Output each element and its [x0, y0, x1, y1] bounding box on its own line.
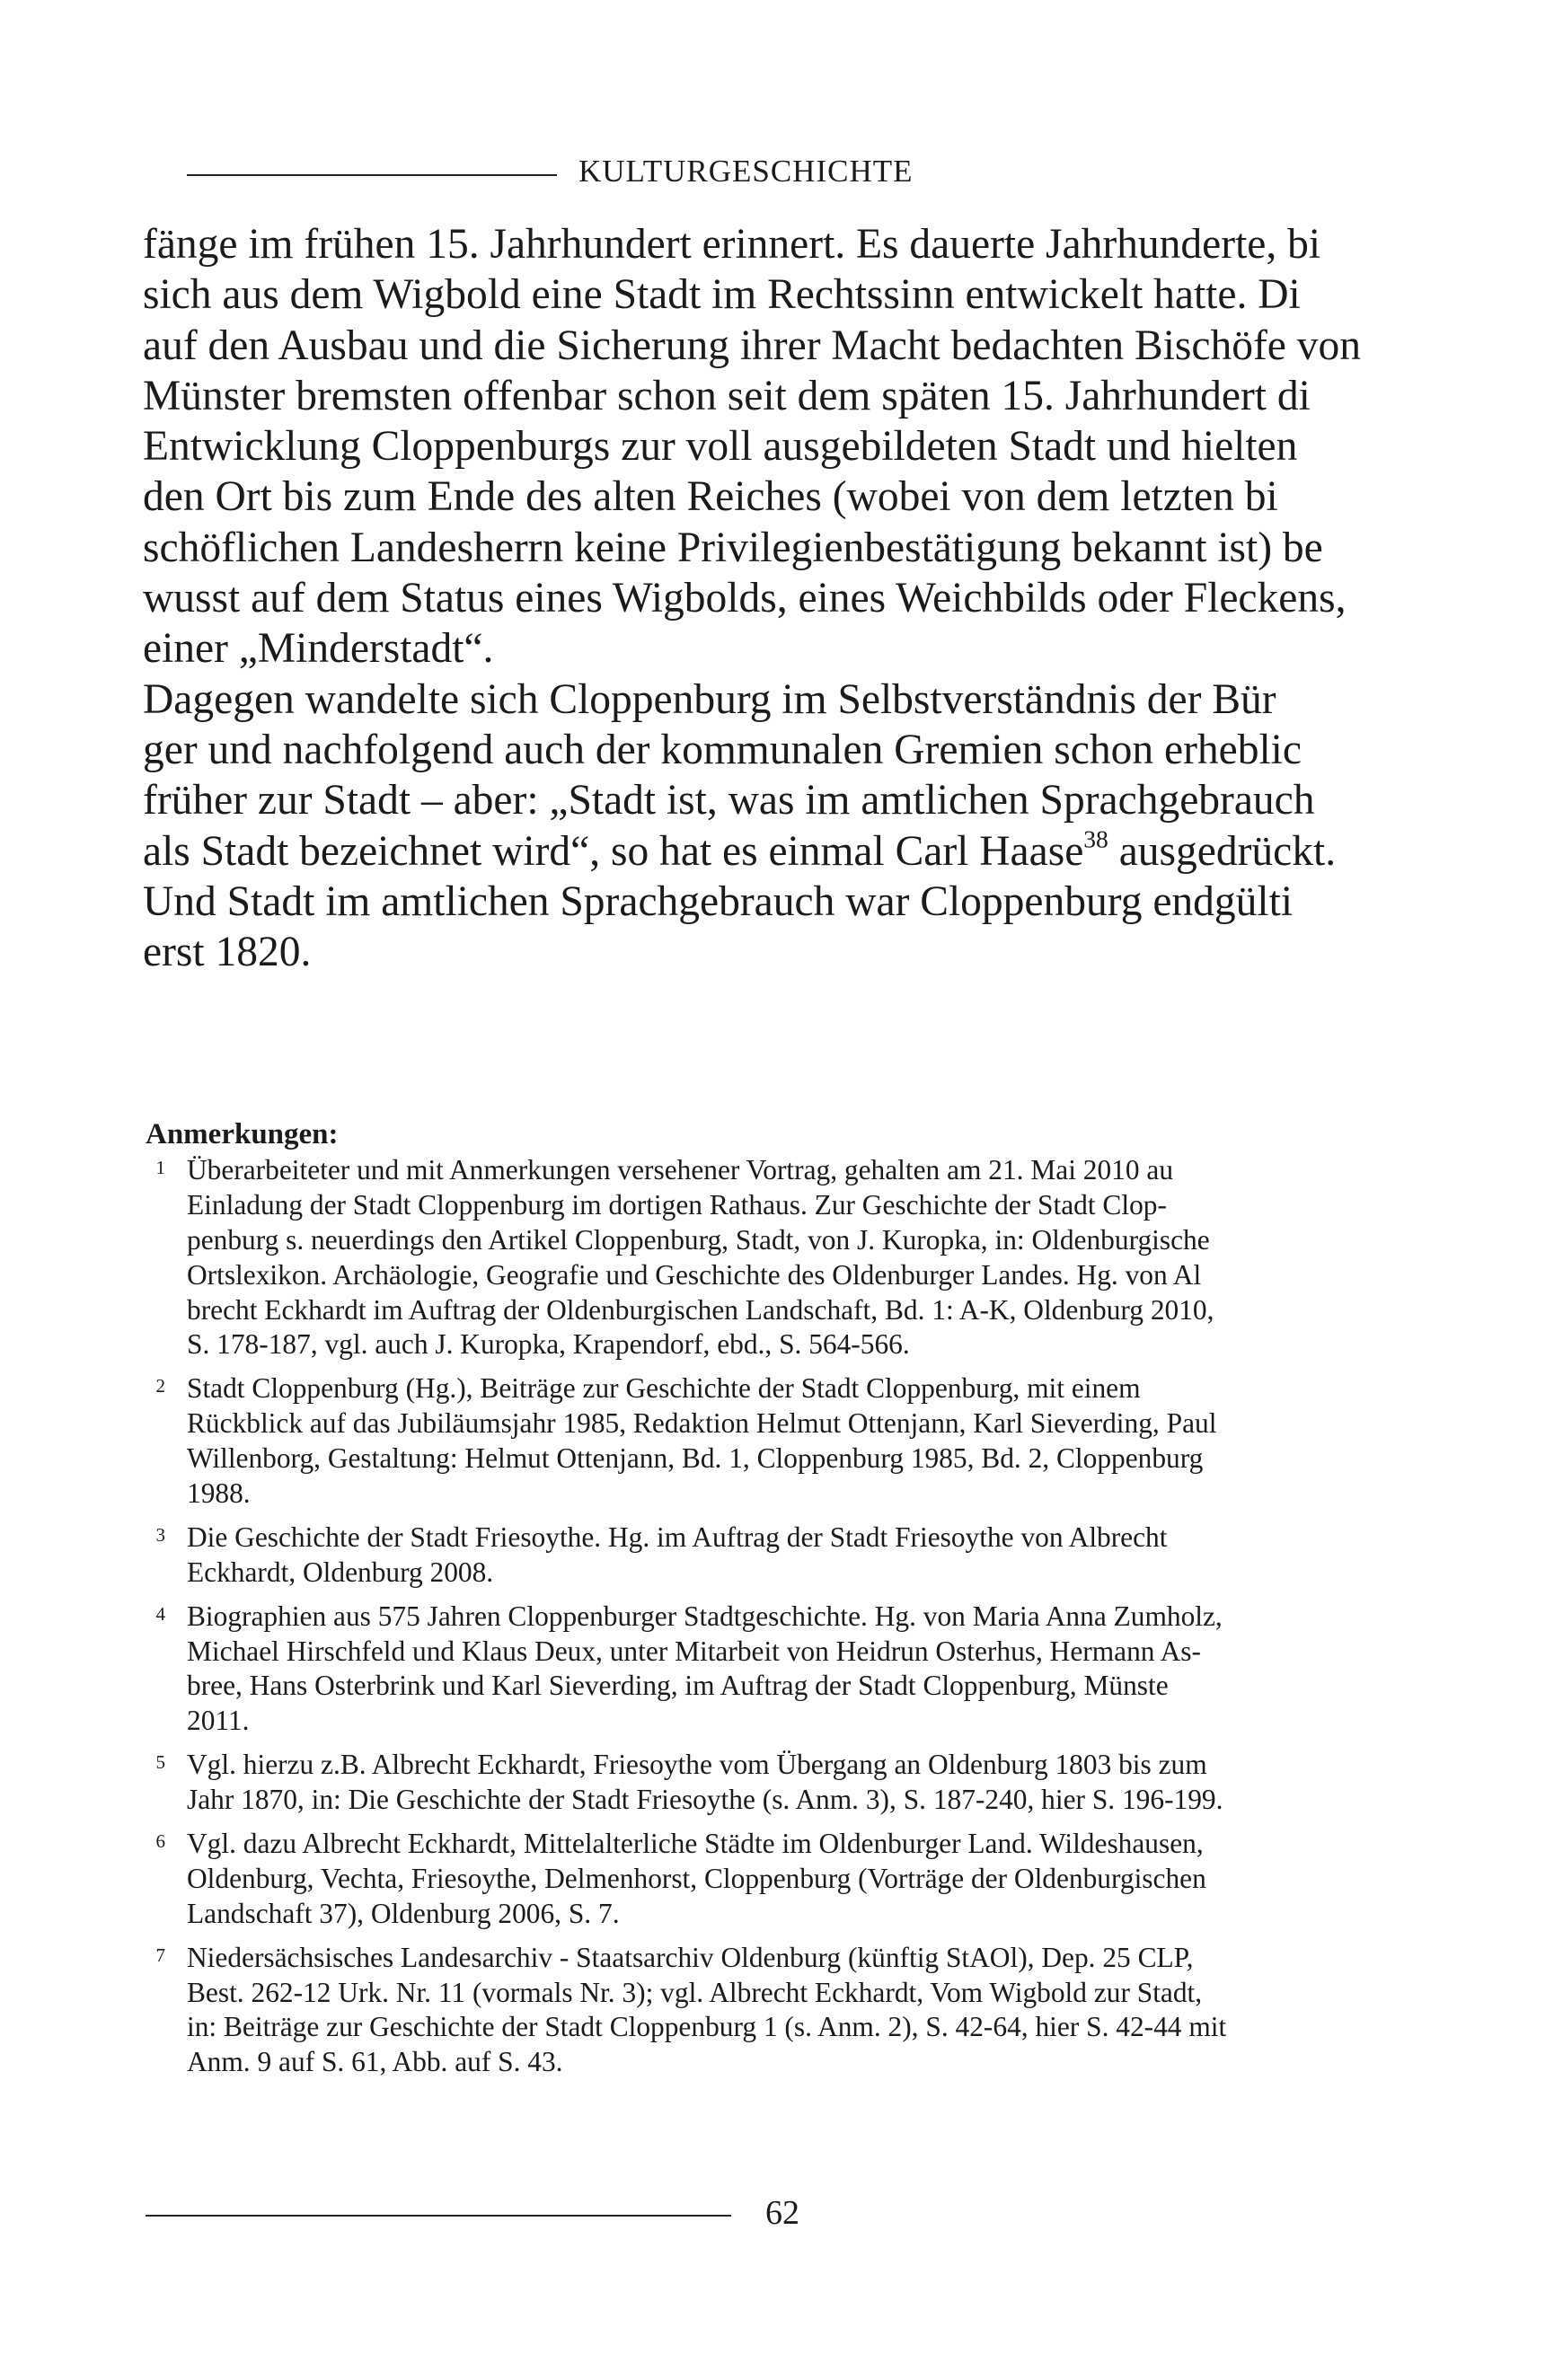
endnotes-heading: Anmerkungen:: [146, 1118, 339, 1150]
endnote-line: Landschaft 37), Oldenburg 2006, S. 7.: [187, 1897, 620, 1929]
body-line: [143, 826, 1445, 877]
endnote-line: S. 178-187, vgl. auch J. Kuropka, Krapendorf, ebd., S. 564-566.: [187, 1328, 910, 1361]
footer-rule: [146, 2215, 731, 2217]
body-line: ger und nachfolgend auch der kommunalen Gremien schon erheblic: [143, 726, 1302, 773]
body-text: [143, 219, 1445, 977]
endnote-line: in: Beiträge zur Geschichte der Stadt Cloppenburg 1 (s. Anm. 2), S. 42-64, hier S. 42-44 mit: [187, 2011, 1227, 2043]
header-rule: [187, 174, 557, 176]
body-line: schöflichen Landesherrn keine Privilegienbestätigung bekannt ist) be: [143, 524, 1323, 571]
endnote-line: Stadt Cloppenburg (Hg.), Beiträge zur Geschichte der Stadt Cloppenburg, mit einem: [187, 1372, 1141, 1405]
body-line: sich aus dem Wigbold eine Stadt im Rechtssinn entwickelt hatte. Di: [143, 271, 1301, 319]
endnote-line: Biographien aus 575 Jahren Cloppenburger Stadtgeschichte. Hg. von Maria Anna Zumholz,: [187, 1600, 1223, 1632]
endnote: [146, 1153, 1448, 1362]
endnote-number: 5: [155, 1751, 165, 1774]
body-line: Und Stadt im amtlichen Sprachgebrauch war Cloppenburg endgülti: [143, 877, 1294, 925]
body-text-segment: ausgedrückt.: [1108, 827, 1337, 875]
body-line: den Ort bis zum Ende des alten Reiches (wobei von dem letzten bi: [143, 473, 1278, 521]
endnote: [146, 1521, 1448, 1591]
endnote-line: Überarbeiteter und mit Anmerkungen versehener Vortrag, gehalten am 21. Mai 2010 au: [187, 1154, 1174, 1186]
endnote-line: Anm. 9 auf S. 61, Abb. auf S. 43.: [187, 2046, 563, 2078]
endnote: [146, 1600, 1448, 1740]
endnote-line: Michael Hirschfeld und Klaus Deux, unter Mitarbeit von Heidrun Osterhus, Hermann As-: [187, 1635, 1201, 1667]
endnote: [146, 1371, 1448, 1512]
endnote-number: 2: [155, 1375, 165, 1397]
endnote-number: 4: [155, 1602, 165, 1625]
endnote-line: Die Geschichte der Stadt Friesoythe. Hg. im Auftrag der Stadt Friesoythe von Albrecht: [187, 1521, 1168, 1553]
body-line: fänge im frühen 15. Jahrhundert erinnert. Es dauerte Jahrhunderte, bi: [143, 221, 1321, 268]
running-header-title: KULTURGESCHICHTE: [578, 154, 914, 189]
page-footer: [146, 2186, 864, 2240]
running-header: [187, 149, 1444, 194]
endnote-line: Best. 262-12 Urk. Nr. 11 (vormals Nr. 3); vgl. Albrecht Eckhardt, Vom Wigbold zur Stadt,: [187, 1976, 1203, 2008]
body-line: auf den Ausbau und die Sicherung ihrer Macht bedachten Bischöfe von: [143, 322, 1361, 369]
endnote-line: 2011.: [187, 1705, 250, 1737]
endnote-line: Jahr 1870, in: Die Geschichte der Stadt Friesoythe (s. Anm. 3), S. 187-240, hier S. 196-199.: [187, 1784, 1223, 1816]
endnote-line: Oldenburg, Vechta, Friesoythe, Delmenhorst, Cloppenburg (Vorträge der Oldenburgischen: [187, 1862, 1206, 1894]
endnote-line: penburg s. neuerdings den Artikel Cloppenburg, Stadt, von J. Kuropka, in: Oldenburgische: [187, 1223, 1210, 1256]
endnote-line: brecht Eckhardt im Auftrag der Oldenburgischen Landschaft, Bd. 1: A-K, Oldenburg 2010,: [187, 1293, 1214, 1326]
body-line: Münster bremsten offenbar schon seit dem späten 15. Jahrhundert di: [143, 372, 1311, 419]
endnotes: [146, 1115, 1448, 2080]
endnote-number: 1: [155, 1157, 165, 1178]
endnote-line: bree, Hans Osterbrink und Karl Sieverding, im Auftrag der Stadt Cloppenburg, Münste: [187, 1670, 1169, 1702]
body-text-segment: als Stadt bezeichnet wird“, so hat es einmal Carl Haase: [143, 827, 1084, 875]
endnote-line: 1988.: [187, 1477, 251, 1510]
body-line: einer „Minderstadt“.: [143, 625, 494, 673]
endnote-line: Einladung der Stadt Cloppenburg im dortigen Rathaus. Zur Geschichte der Stadt Clop-: [187, 1188, 1167, 1221]
endnote-number: 6: [155, 1830, 165, 1853]
endnote-number: 7: [155, 1944, 165, 1966]
body-line: wusst auf dem Status eines Wigbolds, eines Weichbilds oder Fleckens,: [143, 575, 1347, 622]
body-line: Entwicklung Cloppenburgs zur voll ausgebildeten Stadt und hielten: [143, 423, 1298, 471]
endnote-line: Eckhardt, Oldenburg 2008.: [187, 1556, 494, 1588]
body-line: Dagegen wandelte sich Cloppenburg im Selbstverständnis der Bür: [143, 675, 1276, 723]
page-number: 62: [765, 2194, 799, 2232]
body-line: erst 1820.: [143, 929, 312, 976]
footnote-reference[interactable]: 38: [1083, 824, 1108, 853]
endnote-line: Willenborg, Gestaltung: Helmut Ottenjann, Bd. 1, Cloppenburg 1985, Bd. 2, Cloppenburg: [187, 1442, 1204, 1475]
endnote-line: Vgl. dazu Albrecht Eckhardt, Mittelalterliche Städte im Oldenburger Land. Wildeshausen,: [187, 1828, 1204, 1860]
endnote-line: Niedersächsisches Landesarchiv - Staatsarchiv Oldenburg (künftig StAOl), Dep. 25 CLP,: [187, 1941, 1194, 1973]
endnote: [146, 1941, 1448, 2081]
endnote: [146, 1827, 1448, 1932]
endnote: [146, 1748, 1448, 1818]
body-line: früher zur Stadt – aber: „Stadt ist, was im amtlichen Sprachgebrauch: [143, 777, 1315, 824]
endnote-line: Ortslexikon. Archäologie, Geografie und Geschichte des Oldenburger Landes. Hg. von Al: [187, 1258, 1202, 1291]
endnote-line: Vgl. hierzu z.B. Albrecht Eckhardt, Friesoythe vom Übergang an Oldenburg 1803 bis zum: [187, 1749, 1207, 1781]
endnote-line: Rückblick auf das Jubiläumsjahr 1985, Redaktion Helmut Ottenjann, Karl Sieverding, Paul: [187, 1407, 1217, 1440]
endnote-number: 3: [155, 1523, 165, 1546]
